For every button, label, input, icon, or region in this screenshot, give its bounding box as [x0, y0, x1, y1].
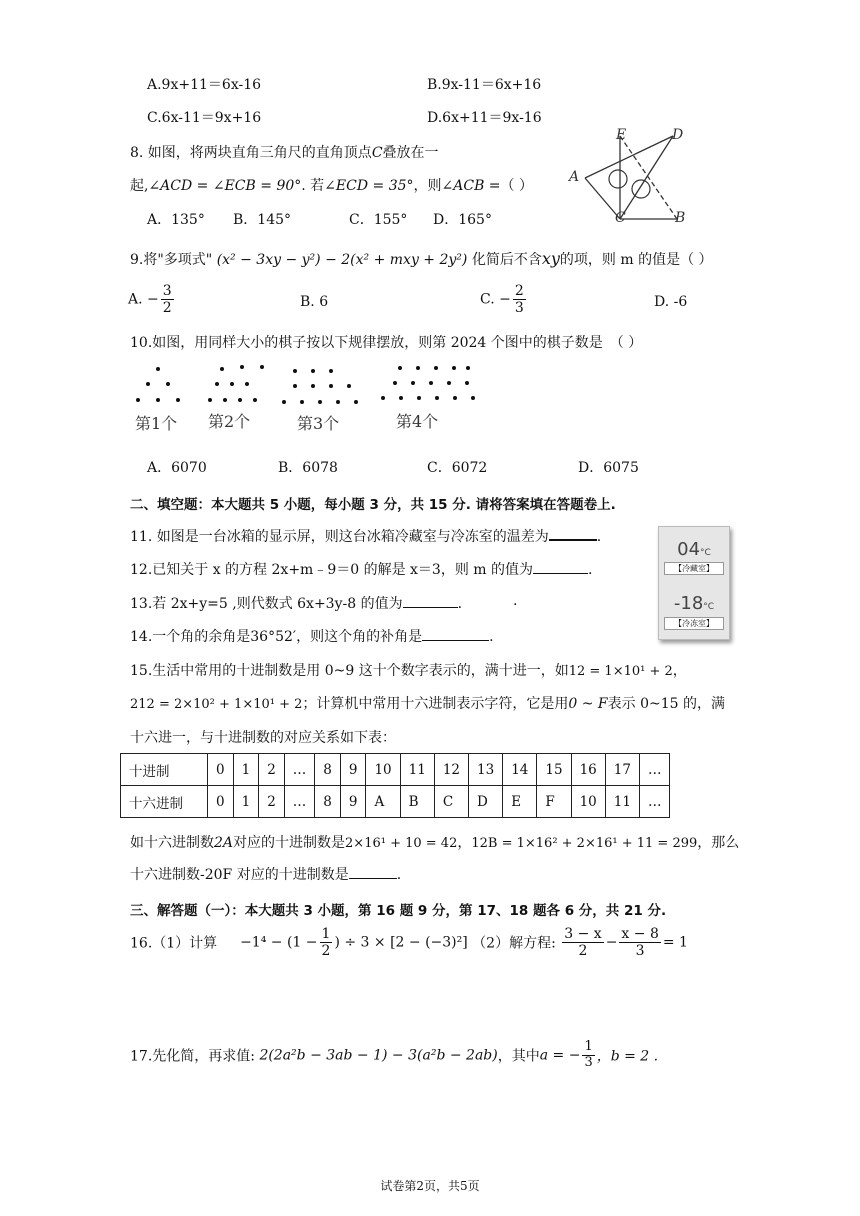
chess-piece-dot — [465, 381, 469, 385]
chess-piece-dot — [156, 367, 160, 371]
q8-option-d: D．165° — [433, 212, 492, 228]
q9-option-a: A. − $\frac{3}{2}$ — [128, 283, 172, 317]
table-cell-hex: 10 — [571, 786, 605, 818]
fig-label-e: E — [616, 127, 627, 143]
q14-answer-blank[interactable] — [422, 640, 489, 641]
chess-piece-dot — [416, 366, 420, 370]
chess-piece-dot — [466, 366, 470, 370]
chess-piece-dot — [329, 369, 333, 373]
q15-question-line: 十六进制数-20F 对应的十进制数是 . — [130, 867, 402, 883]
q7-option-b: B.9x-11＝6x+16 — [427, 77, 542, 93]
q9-option-c: C. − $\frac{2}{3}$ — [480, 283, 524, 317]
q13: 13.若 2x+y=5 ,则代数式 6x+3y-8 的值为 . — [130, 596, 463, 612]
table-cell-hex: D — [469, 786, 503, 818]
table-cell-decimal: 11 — [400, 754, 434, 786]
table-cell-hex: 2 — [259, 786, 285, 818]
page-footer: 试卷第2页，共5页 — [380, 1179, 480, 1193]
chess-piece-dot — [176, 398, 180, 402]
q10-option-d: D．6075 — [578, 460, 639, 476]
chess-piece-dot — [215, 382, 219, 386]
q15-example-line: 如十六进制数2A对应的十进制数是2×16¹ + 10 = 42，12B = 1×16² + 2×16¹ + 11 = 299，那么 — [130, 835, 740, 851]
table-cell-hex: 9 — [340, 786, 366, 818]
chess-piece-dot — [354, 400, 358, 404]
chess-piece-dot — [156, 398, 160, 402]
q9-option-b: B. 6 — [300, 294, 329, 310]
chess-piece-dot — [471, 396, 475, 400]
q15-line1: 15.生活中常用的十进制数是用 0~9 这十个数字表示的，满十进一，如12 = 1×10¹ + 2， — [130, 663, 687, 679]
chess-piece-dot — [311, 369, 315, 373]
chess-piece-dot — [240, 365, 244, 369]
table-cell-decimal: 8 — [315, 754, 341, 786]
chess-piece-dot — [381, 396, 385, 400]
table-cell-decimal: 12 — [434, 754, 468, 786]
chess-piece-dot — [417, 396, 421, 400]
q10-stem: 10.如图，用同样大小的棋子按以下规律摆放，则第 2024 个图中的棋子数是 （ ） — [130, 335, 643, 351]
chess-piece-dot — [300, 400, 304, 404]
q15-answer-blank[interactable] — [349, 878, 397, 879]
table-cell-hex: 8 — [315, 786, 341, 818]
q12: 12.已知关于 x 的方程 2x+m﹣9＝0 的解是 x＝3，则 m 的值为 . — [130, 562, 593, 578]
table-cell-decimal: 13 — [469, 754, 503, 786]
hex-decimal-table — [120, 753, 670, 818]
q15-line3: 十六进一，与十进制数的对应关系如下表： — [130, 730, 396, 746]
chess-piece-dot — [453, 396, 457, 400]
q9-stem: 9.将"多项式" (x² − 3xy − y²) − 2(x² + mxy + 2y²) 化简后不含xy的项，则 m 的值是（ ） — [130, 249, 713, 268]
q9-option-d: D. -6 — [654, 294, 688, 310]
table-cell-decimal: 10 — [366, 754, 400, 786]
table-row — [121, 754, 670, 786]
chess-piece-dot — [136, 398, 140, 402]
chess-piece-dot — [166, 382, 170, 386]
q8-line1: 8. 如图，将两块直角三角尺的直角顶点C叠放在一 — [130, 145, 439, 161]
row-header-decimal: 十进制 — [121, 754, 208, 786]
fridge-top-temp: 04°C — [677, 539, 711, 560]
q11: 11. 如图是一台冰箱的显示屏，则这台冰箱冷藏室与冷冻室的温差为 . — [130, 529, 602, 545]
q13-dot: . — [513, 593, 518, 609]
chess-piece-dot — [230, 382, 234, 386]
chess-piece-dot — [329, 384, 333, 388]
chess-piece-dot — [347, 384, 351, 388]
table-cell-decimal: 16 — [571, 754, 605, 786]
q15-line2: 212 = 2×10² + 1×10¹ + 2；计算机中常用十六进制表示字符，它是用0 ~ F表示 0~15 的，满 — [130, 696, 726, 712]
chess-piece-dot — [220, 367, 224, 371]
q8-option-c: C．155° — [349, 212, 408, 228]
fridge-bottom-temp: -18°C — [673, 593, 715, 614]
chess-piece-dot — [393, 381, 397, 385]
chess-piece-dot — [398, 366, 402, 370]
q7-option-c: C.6x-11＝9x+16 — [147, 110, 262, 126]
table-cell-hex: F — [537, 786, 571, 818]
table-cell-decimal: 17 — [605, 754, 639, 786]
table-cell-decimal: 1 — [233, 754, 259, 786]
q13-answer-blank[interactable] — [403, 607, 458, 608]
q14: 14.一个角的余角是36°52′，则这个角的补角是 . — [130, 629, 494, 645]
q10-fig-label-3: 第3个 — [297, 414, 340, 433]
table-cell-decimal: … — [284, 754, 315, 786]
q8-line2: 起,∠ACD = ∠ECB = 90°. 若∠ECD = 35°，则∠ACB =（ ） — [130, 178, 533, 194]
chess-piece-dot — [238, 398, 242, 402]
table-cell-hex: … — [639, 786, 670, 818]
chess-piece-dot — [293, 369, 297, 373]
chess-piece-dot — [434, 366, 438, 370]
table-cell-hex: E — [503, 786, 537, 818]
chess-piece-dot — [253, 398, 257, 402]
row-header-hex: 十六进制 — [121, 786, 208, 818]
chess-piece-dot — [208, 398, 212, 402]
fridge-top-label: 【冷藏室】 — [664, 562, 724, 575]
chess-piece-dot — [411, 381, 415, 385]
chess-piece-dot — [399, 396, 403, 400]
table-row — [121, 786, 670, 818]
q10-option-c: C．6072 — [427, 460, 488, 476]
fig-label-a: A — [569, 169, 580, 185]
table-cell-hex: C — [434, 786, 468, 818]
table-cell-hex: B — [400, 786, 434, 818]
chess-piece-dot — [293, 384, 297, 388]
fig-label-c: C — [615, 210, 626, 226]
fig-label-d: D — [672, 127, 684, 143]
table-cell-hex: 1 — [233, 786, 259, 818]
chess-piece-dot — [429, 381, 433, 385]
chess-piece-dot — [336, 400, 340, 404]
q10-option-a: A．6070 — [147, 460, 207, 476]
fridge-display — [658, 526, 730, 640]
q10-fig-label-2: 第2个 — [208, 412, 251, 431]
q7-option-d: D.6x+11＝9x-16 — [427, 110, 542, 126]
table-cell-decimal: 0 — [208, 754, 234, 786]
section2-heading: 二、填空题：本大题共 5 小题，每小题 3 分，共 15 分. 请将答案填在答题卷上. — [130, 497, 616, 513]
q10-option-b: B．6078 — [278, 460, 338, 476]
q8-option-b: B．145° — [233, 212, 292, 228]
table-cell-decimal: 14 — [503, 754, 537, 786]
chess-piece-dot — [260, 365, 264, 369]
table-cell-decimal: 9 — [340, 754, 366, 786]
section3-heading: 三、解答题（一）：本大题共 3 小题，第 16 题 9 分，第 17、18 题各 6 分，共 21 分. — [130, 903, 667, 919]
chess-piece-dot — [282, 400, 286, 404]
chess-piece-dot — [447, 381, 451, 385]
q16: 16.（1）计算 −1⁴ − (1 − $\frac{1}{2}$ ) ÷ 3 × [2 − (−3)²] （2）解方程: $\frac{3 - x}{2}$ − $\frac{x - 8}{3}$ = 1 — [130, 926, 688, 960]
q17: 17.先化简，再求值: 2(2a²b − 3ab − 1) − 3(a²b − 2ab)，其中a = − $\frac{1}{3}$ ，b = 2 . — [130, 1039, 659, 1070]
chess-piece-dot — [146, 382, 150, 386]
table-cell-decimal: … — [639, 754, 670, 786]
table-cell-hex: A — [366, 786, 400, 818]
chess-piece-dot — [245, 382, 249, 386]
table-cell-decimal: 15 — [537, 754, 571, 786]
table-cell-decimal: 2 — [259, 754, 285, 786]
q7-option-a: A.9x+11＝6x-16 — [147, 77, 262, 93]
chess-piece-dot — [223, 398, 227, 402]
fridge-bottom-label: 【冷冻室】 — [664, 617, 724, 630]
q10-fig-label-4: 第4个 — [396, 412, 439, 431]
chess-piece-dot — [318, 400, 322, 404]
table-cell-hex: 11 — [605, 786, 639, 818]
chess-piece-dot — [435, 396, 439, 400]
table-cell-hex: 0 — [208, 786, 234, 818]
q12-answer-blank[interactable] — [533, 573, 588, 574]
chess-piece-dot — [311, 384, 315, 388]
table-cell-hex: … — [284, 786, 315, 818]
q11-answer-blank[interactable] — [549, 539, 597, 541]
chess-piece-dot — [452, 366, 456, 370]
q8-option-a: A．135° — [147, 212, 205, 228]
q10-fig-label-1: 第1个 — [135, 414, 178, 433]
fig-label-b: B — [675, 210, 686, 226]
